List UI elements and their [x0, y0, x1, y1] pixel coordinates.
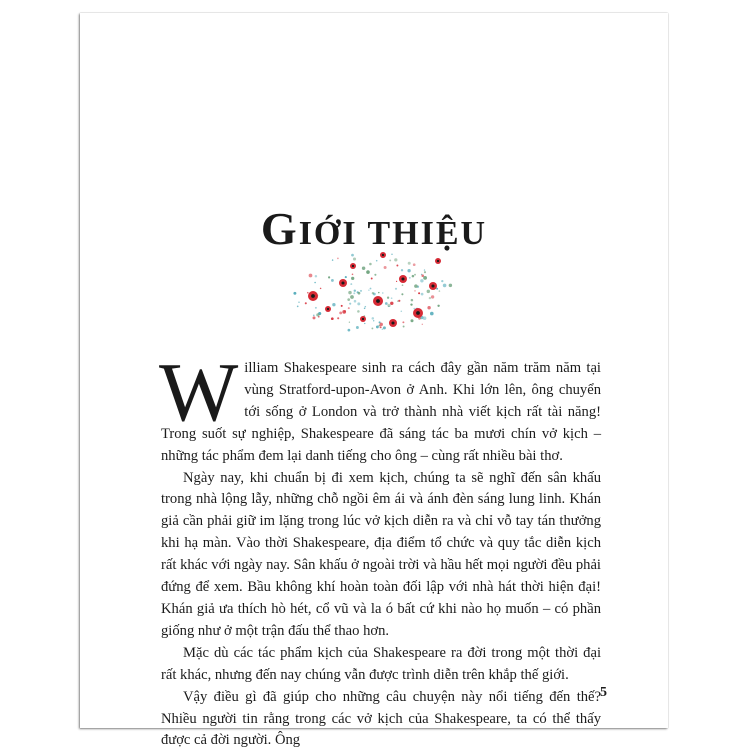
ornament-speck	[315, 275, 317, 277]
ornament-speck	[298, 301, 299, 302]
ornament-speck	[364, 323, 365, 324]
ornament-speck	[412, 275, 415, 278]
ornament-speck	[352, 273, 354, 275]
ornament-speck	[398, 300, 400, 302]
ornament-speck	[427, 306, 430, 309]
ornament-poppy	[413, 308, 423, 318]
ornament-speck	[376, 325, 379, 328]
ornament-poppy	[429, 282, 437, 290]
ornament-speck	[307, 292, 309, 294]
ornament-speck	[369, 263, 372, 266]
ornament-speck	[401, 311, 403, 313]
ornament-speck	[328, 276, 330, 278]
ornament-speck	[410, 319, 413, 322]
ornament-speck	[347, 298, 350, 301]
ornament-speck	[297, 306, 299, 308]
ornament-speck	[318, 316, 320, 318]
ornament-speck	[391, 254, 393, 256]
ornament-speck	[364, 308, 366, 310]
ornament-speck	[374, 274, 376, 276]
ornament-speck	[395, 288, 397, 290]
ornament-speck	[449, 284, 452, 287]
ornament-speck	[384, 266, 387, 269]
ornament-speck	[348, 291, 351, 294]
page-number: 5	[600, 685, 607, 700]
ornament-speck	[403, 326, 405, 328]
ornament-speck	[320, 288, 322, 290]
ornament-speck	[314, 282, 316, 284]
ornament-speck	[441, 280, 443, 282]
ornament-speck	[387, 297, 389, 299]
ornament-speck	[385, 302, 388, 305]
ornament-speck	[349, 322, 350, 323]
ornament-speck	[351, 254, 354, 257]
ornament-speck	[376, 260, 378, 262]
ornament-speck	[414, 274, 416, 276]
ornament-speck	[331, 317, 334, 320]
ornament-speck	[370, 288, 372, 290]
ornament-speck	[360, 290, 362, 292]
title-rest: IỚI THIỆU	[298, 214, 488, 252]
ornament-speck	[365, 306, 367, 308]
ornament-speck	[349, 303, 351, 305]
ornament-speck	[293, 292, 296, 295]
ornament-speck	[371, 327, 373, 329]
body-text	[159, 346, 601, 752]
ornament-speck	[362, 266, 365, 269]
paragraph-1	[159, 346, 601, 468]
ornament-speck	[372, 292, 374, 294]
ornament-speck	[348, 329, 351, 332]
ornament-speck	[439, 290, 441, 292]
ornament-speck	[410, 303, 412, 305]
ornament-poppy	[380, 252, 386, 258]
ornament-speck	[372, 317, 375, 320]
ornament-speck	[350, 283, 352, 285]
ornament-speck	[354, 290, 356, 292]
ornament-speck	[431, 295, 434, 298]
ornament-speck	[358, 292, 361, 295]
ornament-speck	[309, 274, 313, 278]
ornament-poppy	[308, 291, 318, 301]
ornament-speck	[348, 307, 350, 309]
ornament-speck	[382, 292, 383, 293]
drop-cap: W	[159, 346, 239, 439]
ornament-speck	[414, 284, 418, 288]
ornament-speck	[443, 284, 447, 288]
ornament-speck	[380, 326, 382, 328]
ornament-speck	[424, 269, 425, 270]
paragraph-4: Vậy điều gì đã giúp cho những câu chuyện này nổi tiếng đến thế? Nhiều người tin rằng trong các vở kịch của Shakespeare, ta có thể thấy được cả đời người. Ông	[161, 688, 601, 749]
ornament-speck	[345, 276, 347, 278]
floral-ornament-icon	[283, 241, 463, 351]
ornament-poppy	[360, 316, 366, 322]
ornament-poppy	[373, 296, 383, 306]
ornament-speck	[383, 326, 386, 329]
ornament-poppy	[399, 275, 407, 283]
ornament-speck	[402, 321, 404, 323]
ornament-speck	[378, 292, 379, 293]
ornament-speck	[389, 259, 391, 261]
ornament-poppy	[389, 319, 397, 327]
ornament-speck	[368, 289, 369, 290]
ornament-speck	[354, 300, 357, 303]
ornament-speck	[437, 305, 439, 307]
ornament-speck	[339, 311, 342, 314]
paragraph-3: Mặc dù các tác phẩm kịch của Shakespeare ra đời trong một thời đại rất khác, nhưng đến nay chúng vẫn được trình diễn trên khắp thế giới.	[161, 644, 601, 683]
ornament-speck	[401, 293, 403, 295]
paragraph-1-text: illiam Shakespeare sinh ra cách đây gần năm trăm năm tại vùng Stratford-upon-Avon ở Anh. Khi lớn lên, ông chuyển tới sống ở London và trở thành nhà viết kịch rất tài năng! Trong suốt sự nghiệp, Shakespeare đã sáng tác ba mươi chín vở kịch – những tác phẩm đem lại danh tiếng cho ông – cùng rất nhiều bài thơ.	[161, 360, 601, 464]
ornament-poppy	[435, 258, 441, 264]
ornament-speck	[313, 316, 316, 319]
ornament-speck	[396, 281, 397, 282]
ornament-speck	[411, 299, 414, 302]
ornament-speck	[353, 292, 355, 294]
ornament-speck	[373, 320, 374, 321]
ornament-speck	[407, 269, 410, 272]
ornament-speck	[342, 310, 346, 314]
ornament-speck	[414, 290, 415, 291]
ornament-speck	[429, 297, 431, 299]
ornament-speck	[366, 270, 370, 274]
ornament-speck	[421, 293, 424, 296]
ornament-speck	[401, 269, 403, 271]
ornament-speck	[337, 258, 339, 260]
ornament-speck	[315, 307, 317, 309]
ornament-speck	[402, 284, 404, 286]
ornament-speck	[396, 265, 398, 267]
ornament-speck	[397, 300, 398, 301]
paragraph-2: Ngày nay, khi chuẩn bị đi xem kịch, chúng ta sẽ nghĩ đến sân khấu trong nhà lộng lẫy, những chỗ ngồi êm ái và ánh đèn sáng lung linh. Khán giả cần phải giữ im lặng trong lúc vở kịch diễn ra và chỉ vỗ tay tán thưởng khi hạ màn. Vào thời Shakespeare, địa điểm tổ chức và quy tắc diễn kịch rất khác với ngày nay. Sân khấu ở ngoài trời và hầu hết mọi người đều phải đứng để xem. Bầu không khí hoàn toàn đối lập với nhà hát thời hiện đại! Khán giả ưa thích hò hét, cổ vũ và la ó bất cứ khi nào họ muốn – có phần giống như ở một trận đấu thể thao hơn.	[161, 469, 601, 639]
ornament-speck	[387, 304, 390, 307]
ornament-poppy	[339, 279, 347, 287]
ornament-poppy	[350, 263, 356, 269]
ornament-speck	[427, 290, 430, 293]
ornament-speck	[382, 328, 384, 330]
ornament-speck	[423, 276, 427, 280]
ornament-speck	[424, 271, 426, 273]
title-initial: G	[260, 202, 299, 254]
ornament-speck	[350, 295, 354, 299]
ornament-speck	[430, 312, 434, 316]
book-page	[80, 13, 668, 749]
ornament-speck	[391, 297, 393, 299]
ornament-speck	[357, 310, 360, 313]
ornament-poppy	[325, 306, 331, 312]
ornament-speck	[353, 257, 356, 260]
ornament-speck	[436, 288, 438, 290]
ornament-speck	[413, 263, 416, 266]
ornament-speck	[332, 259, 333, 260]
ornament-speck	[331, 279, 334, 282]
ornament-speck	[371, 278, 373, 280]
ornament-speck	[313, 314, 315, 316]
ornament-speck	[394, 258, 397, 261]
ornament-speck	[337, 317, 339, 319]
ornament-speck	[351, 277, 354, 280]
ornament-speck	[408, 262, 411, 265]
ornament-speck	[409, 277, 411, 279]
ornament-speck	[421, 274, 424, 277]
ornament-speck	[390, 302, 393, 305]
ornament-speck	[379, 323, 383, 327]
ornament-speck	[418, 292, 420, 294]
ornament-speck	[305, 302, 307, 304]
ornament-speck	[341, 305, 343, 307]
ornament-speck	[422, 324, 423, 325]
ornament-speck	[332, 303, 335, 306]
ornament-speck	[356, 326, 359, 329]
ornament-speck	[420, 279, 423, 282]
ornament-speck	[357, 302, 360, 305]
